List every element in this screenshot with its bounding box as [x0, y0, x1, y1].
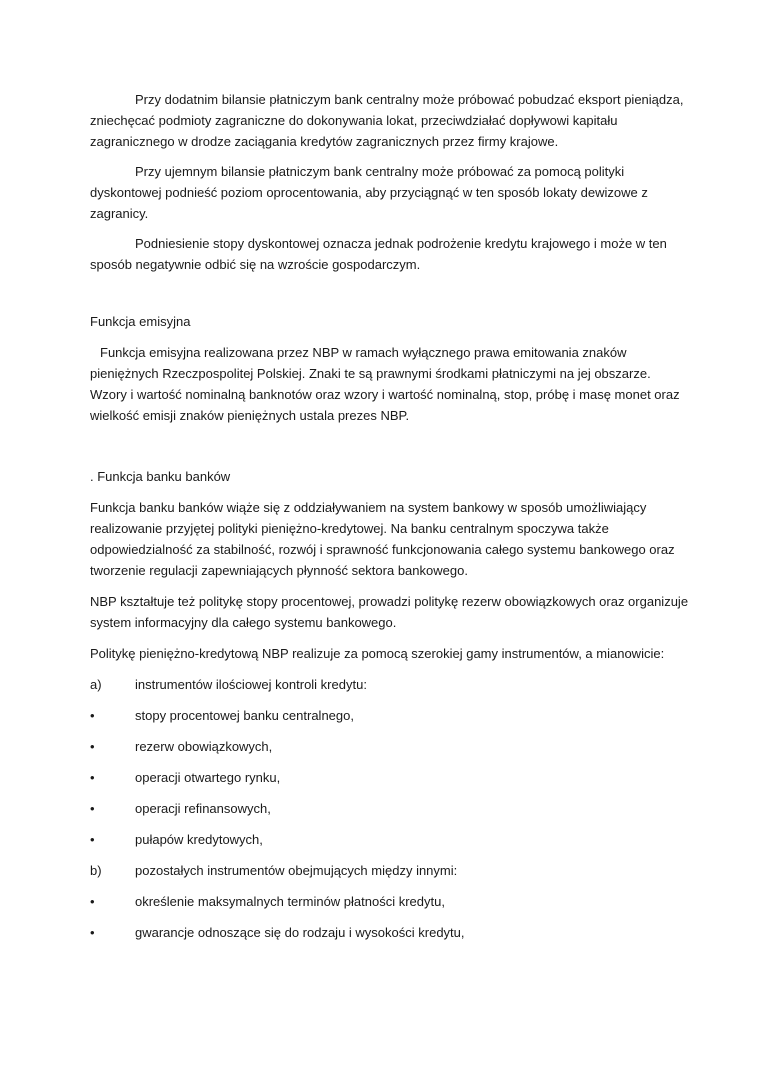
paragraph-bankow-2: NBP kształtuje też politykę stopy procentowej, prowadzi politykę rezerw obowiązkowych oraz organizuje system informacyjny dla całego systemu bankowego.	[90, 594, 689, 630]
list-item	[90, 922, 690, 943]
list-item	[90, 798, 690, 819]
document-page	[90, 89, 690, 943]
heading-funkcja-banku-bankow: . Funkcja banku banków	[90, 469, 231, 484]
bullet-icon: •	[90, 739, 95, 754]
list-item	[90, 860, 690, 881]
list-item	[90, 674, 690, 695]
list-marker: b)	[90, 863, 102, 878]
list-item-text: określenie maksymalnych terminów płatności kredytu,	[135, 894, 445, 909]
list-item-text: stopy procentowej banku centralnego,	[135, 708, 354, 723]
list-item-text: pułapów kredytowych,	[135, 832, 263, 847]
bullet-icon: •	[90, 708, 95, 723]
paragraph-positive-balance: Przy dodatnim bilansie płatniczym bank centralny może próbować pobudzać eksport pieniądza, zniechęcać podmioty zagraniczne do dokonywania lokat, przeciwdziałać dopływowi kapitału zagranicznego w drodze zaciągania kredytów zagranicznych przez firmy krajowe.	[90, 92, 684, 149]
paragraph-emisyjna-body: Funkcja emisyjna realizowana przez NBP w ramach wyłącznego prawa emitowania znaków pieniężnych Rzeczpospolitej Polskiej. Znaki te są prawnymi środkami płatniczymi na jej obszarze. Wzory i wartość nominalną banknotów oraz wzory i wartość nominalną, stop, próbę i masę monet oraz wielkość emisji znaków pieniężnych ustala prezes NBP.	[90, 345, 680, 423]
list-item-text: pozostałych instrumentów obejmujących między innymi:	[135, 863, 458, 878]
list-item-text: operacji refinansowych,	[135, 801, 271, 816]
paragraph-negative-balance: Przy ujemnym bilansie płatniczym bank centralny może próbować za pomocą polityki dyskontowej podnieść poziom oprocentowania, aby przyciągnąć w ten sposób lokaty dewizowe z zagranicy.	[90, 164, 648, 221]
bullet-icon: •	[90, 894, 95, 909]
list-item-text: instrumentów ilościowej kontroli kredytu:	[135, 677, 367, 692]
list-item-text: operacji otwartego rynku,	[135, 770, 281, 785]
list-item	[90, 705, 690, 726]
list-item-text: rezerw obowiązkowych,	[135, 739, 273, 754]
bullet-icon: •	[90, 801, 95, 816]
paragraph-discount-rate: Podniesienie stopy dyskontowej oznacza jednak podrożenie kredytu krajowego i może w ten sposób negatywnie odbić się na wzroście gospodarczym.	[90, 236, 667, 272]
paragraph-bankow-3: Politykę pieniężno-kredytową NBP realizuje za pomocą szerokiej gamy instrumentów, a mianowicie:	[90, 646, 665, 661]
list-item	[90, 736, 690, 757]
bullet-icon: •	[90, 925, 95, 940]
paragraph-bankow-1: Funkcja banku banków wiąże się z oddziaływaniem na system bankowy w sposób umożliwiający realizowanie przyjętej polityki pieniężno-kredytowej. Na banku centralnym spoczywa także odpowiedzialność za stabilność, rozwój i sprawność funkcjonowania całego systemu bankowego oraz tworzenie regulacji zapewniających płynność sektora bankowego.	[90, 500, 675, 578]
bullet-icon: •	[90, 832, 95, 847]
list-marker: a)	[90, 677, 102, 692]
bullet-icon: •	[90, 770, 95, 785]
list-item	[90, 767, 690, 788]
list-item	[90, 891, 690, 912]
heading-funkcja-emisyjna: Funkcja emisyjna	[90, 314, 191, 329]
list-item-text: gwarancje odnoszące się do rodzaju i wysokości kredytu,	[135, 925, 465, 940]
list-item	[90, 829, 690, 850]
